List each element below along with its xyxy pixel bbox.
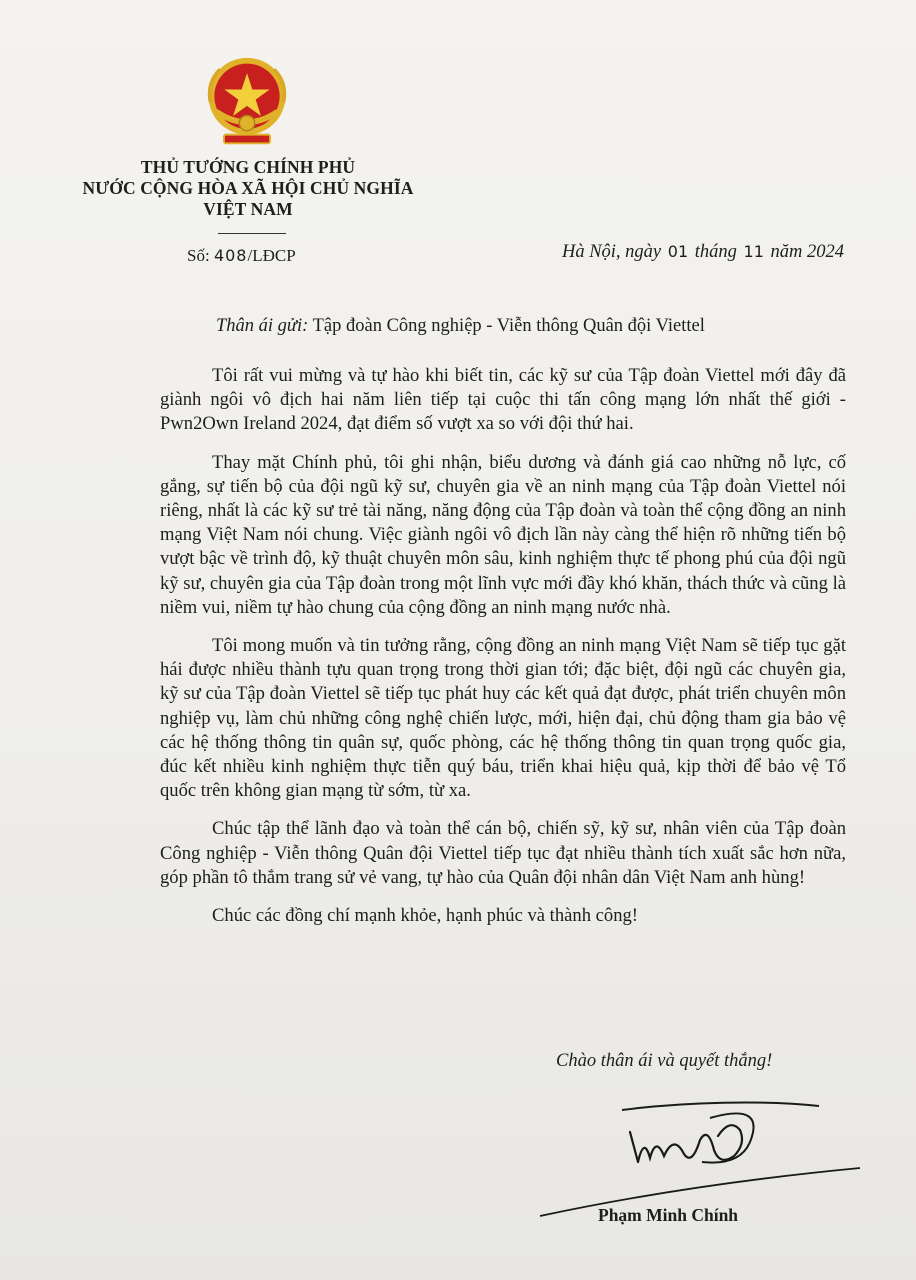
body-paragraph-1: Tôi rất vui mừng và tự hào khi biết tin, các kỹ sư của Tập đoàn Viettel mới đây đã giành ngôi vô địch hai năm liên tiếp tại cuộc thi tấn công mạng lớn nhất thế giới - Pwn2Own Ireland 2024, đạt điểm số vượt xa so với đội thứ hai.: [160, 365, 846, 435]
closing-farewell: Chào thân ái và quyết thắng!: [556, 1051, 773, 1071]
national-emblem-icon: [198, 54, 296, 150]
document-number-prefix: Số:: [187, 246, 210, 265]
date-day: 01: [667, 242, 689, 261]
body-paragraph-5: Chúc các đồng chí mạnh khỏe, hạnh phúc và thành công!: [212, 905, 638, 927]
date-month-label: tháng: [694, 242, 737, 262]
salutation-lead: Thân ái gửi:: [216, 316, 309, 336]
document-number-value: 408: [213, 246, 248, 265]
body-paragraph-3: Tôi mong muốn và tin tưởng rằng, cộng đồng an ninh mạng Việt Nam sẽ tiếp tục gặt hái được nhiều thành tựu quan trọng trong thời gian tới; đặc biệt, đội ngũ các chuyên gia, kỹ sư của Tập đoàn Viettel sẽ tiếp tục phát huy các kết quả đạt được, phát triển chuyên môn nghiệp vụ, làm chủ những công nghệ chiến lược, mới, hiện đại, chủ động tham gia bảo vệ các hệ thống thông tin quân sự, quốc phòng, các hệ thống thông tin quan trọng quốc gia, đúc kết nhiều kinh nghiệm thực tiễn quý báu, triển khai hiệu quả, kịp thời để bảo vệ Tổ quốc trên không gian mạng từ sớm, từ xa.: [160, 635, 846, 802]
document-number: [187, 246, 296, 266]
authority-line-2: NƯỚC CỘNG HÒA XÃ HỘI CHỦ NGHĨA: [82, 178, 414, 198]
authority-line-3: VIỆT NAM: [203, 199, 293, 219]
issuing-authority: [78, 157, 418, 220]
authority-divider: [218, 233, 286, 234]
letter-body: [160, 364, 846, 942]
date-year: năm 2024: [770, 242, 844, 262]
place-and-date: [562, 242, 844, 263]
salutation: [216, 316, 705, 337]
body-paragraph-4: Chúc tập thể lãnh đạo và toàn thể cán bộ, chiến sỹ, kỹ sư, nhân viên của Tập đoàn Công nghiệp - Viễn thông Quân đội Viettel tiếp tục đạt nhiều thành tích xuất sắc hơn nữa, góp phần tô thắm trang sử vẻ vang, tự hào của Quân đội nhân dân Việt Nam anh hùng!: [160, 818, 846, 888]
document-number-suffix: /LĐCP: [247, 246, 296, 265]
salutation-recipient: Tập đoàn Công nghiệp - Viễn thông Quân đội Viettel: [312, 316, 705, 336]
date-month: 11: [743, 242, 764, 261]
authority-line-1: THỦ TƯỚNG CHÍNH PHỦ: [140, 157, 356, 177]
signer-name: Phạm Minh Chính: [598, 1205, 739, 1225]
date-prefix: Hà Nội, ngày: [561, 242, 662, 262]
body-paragraph-2: Thay mặt Chính phủ, tôi ghi nhận, biểu dương và đánh giá cao những nỗ lực, cố gắng, sự tiến bộ của đội ngũ kỹ sư, chuyên gia về an ninh mạng của Tập đoàn Viettel nói riêng, nhất là các kỹ sư trẻ tài năng, năng động của Tập đoàn và toàn thể cộng đồng an ninh mạng Việt Nam nói chung. Việc giành ngôi vô địch lần này càng thể hiện rõ những tiến bộ vượt bậc về trình độ, kỹ thuật chuyên môn sâu, kinh nghiệm thực tế phong phú của đội ngũ kỹ sư, chuyên gia của Tập đoàn trong một lĩnh vực mới đầy khó khăn, thách thức và cũng là niềm vui, niềm tự hào chung của cộng đồng an ninh mạng nước nhà.: [160, 451, 846, 618]
